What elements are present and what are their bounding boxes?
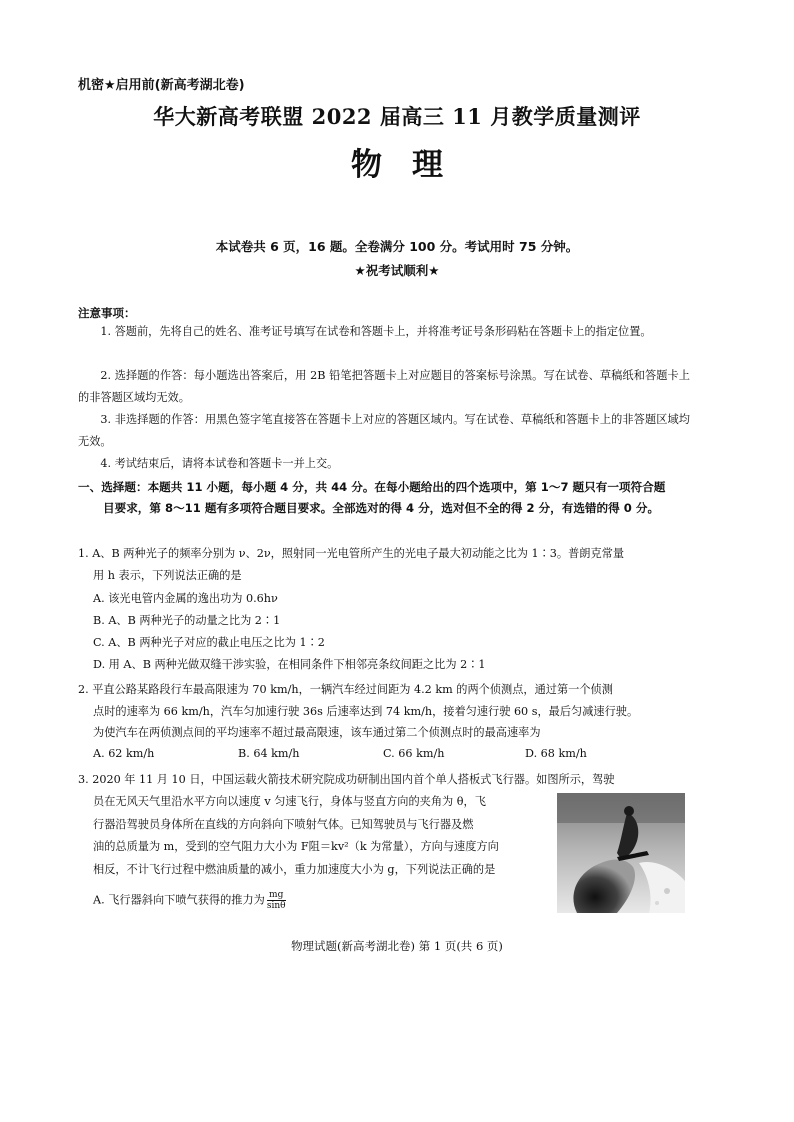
section-heading	[78, 477, 692, 519]
note-item: 1. 答题前，先将自己的姓名、准考证号填写在试卷和答题卡上，并将准考证号条形码粘在答题卡上的指定位置。	[100, 325, 652, 338]
subject-title: 物理	[351, 147, 473, 183]
option-a: A. 该光电管内金属的逸出功为 0.6hν	[93, 592, 278, 605]
exam-intro: 本试卷共 6 页，16 题。全卷满分 100 分。考试用时 75 分钟。	[215, 239, 579, 254]
page-footer: 物理试题(新高考湖北卷) 第 1 页(共 6 页)	[291, 939, 503, 953]
section-heading-line: 目要求，第 8～11 题有多项符合题目要求。全部选对的得 4 分，选对但不全的得 2 分，有选错的得 0 分。	[103, 501, 660, 515]
fraction-numerator: mg	[267, 890, 286, 901]
exam-title: 华大新高考联盟 2022 届高三 11 月教学质量测评	[153, 104, 641, 129]
question-stem: 相反，不计飞行过程中燃油质量的减小，重力加速度大小为 g，下列说法正确的是	[93, 862, 496, 876]
question-stem: 油的总质量为 m，受到的空气阻力大小为 F阻＝kv²（k 为常量），方向与速度方向	[93, 840, 499, 853]
option-d: D. 68 km/h	[525, 747, 587, 760]
question-stem: 为使汽车在两侦测点间的平均速率不超过最高限速，该车通过第二个侦测点时的最高速率为	[93, 726, 541, 739]
option-c: C. A、B 两种光子对应的截止电压之比为 1∶2	[93, 636, 325, 649]
question-3-body	[93, 791, 543, 881]
flying-board-photo	[557, 793, 685, 913]
note-item: 4. 考试结束后，请将本试卷和答题卡一并上交。	[100, 457, 339, 470]
question-stem: 员在无风天气里沿水平方向以速度 v 匀速飞行，身体与竖直方向的夹角为 θ，飞	[93, 795, 486, 808]
note-item: 3. 非选择题的作答：用黑色签字笔直接答在答题卡上对应的答题区域内。写在试卷、草稿纸和答题卡上的非答题区域均无效。	[78, 413, 690, 448]
question-stem: 用 h 表示，下列说法正确的是	[93, 568, 242, 582]
section-heading-line: 一、选择题：本题共 11 小题，每小题 4 分，共 44 分。在每小题给出的四个选项中，第 1～7 题只有一项符合题	[78, 480, 666, 494]
secret-label: 机密★启用前(新高考湖北卷)	[78, 78, 245, 93]
question-stem: 3. 2020 年 11 月 10 日，中国运载火箭技术研究院成功研制出国内首个单人搭板式飞行器。如图所示，驾驶	[78, 773, 615, 786]
note-item: 2. 选择题的作答：每小题选出答案后，用 2B 铅笔把答题卡上对应题目的答案标号涂黑。写在试卷、草稿纸和答题卡上的非答题区域均无效。	[78, 369, 690, 404]
fraction	[267, 890, 286, 911]
question-2	[78, 679, 692, 744]
option-b: B. 64 km/h	[238, 747, 300, 760]
photo-illustration	[557, 793, 685, 913]
option-text: A. 飞行器斜向下喷气获得的推力为	[93, 893, 265, 907]
option-a: A. 62 km/h	[93, 747, 155, 760]
question-stem: 点时的速率为 66 km/h，汽车匀加速行驶 36s 后速率达到 74 km/h，接着匀速行驶 60 s，最后匀减速行驶。	[93, 704, 639, 718]
good-luck-line: ★祝考试顺利★	[354, 263, 440, 278]
question-3	[78, 769, 692, 791]
option-a	[93, 890, 286, 911]
notes-heading: 注意事项：	[78, 306, 136, 320]
question-stem: 行器沿驾驶员身体所在直线的方向斜向下喷射气体。已知驾驶员与飞行器及燃	[93, 817, 474, 831]
question-1	[78, 543, 692, 586]
option-d: D. 用 A、B 两种光做双缝干涉实验，在相同条件下相邻亮条纹间距之比为 2∶1	[93, 658, 486, 671]
option-b: B. A、B 两种光子的动量之比为 2∶1	[93, 614, 281, 627]
option-c: C. 66 km/h	[383, 747, 445, 760]
question-stem: 2. 平直公路某路段行车最高限速为 70 km/h，一辆汽车经过间距为 4.2 km 的两个侦测点，通过第一个侦测	[78, 683, 613, 696]
fraction-denominator: sinθ	[266, 901, 286, 911]
question-stem: 1. A、B 两种光子的频率分别为 ν、2ν，照射同一光电管所产生的光电子最大初动能之比为 1∶3。普朗克常量	[78, 547, 625, 560]
